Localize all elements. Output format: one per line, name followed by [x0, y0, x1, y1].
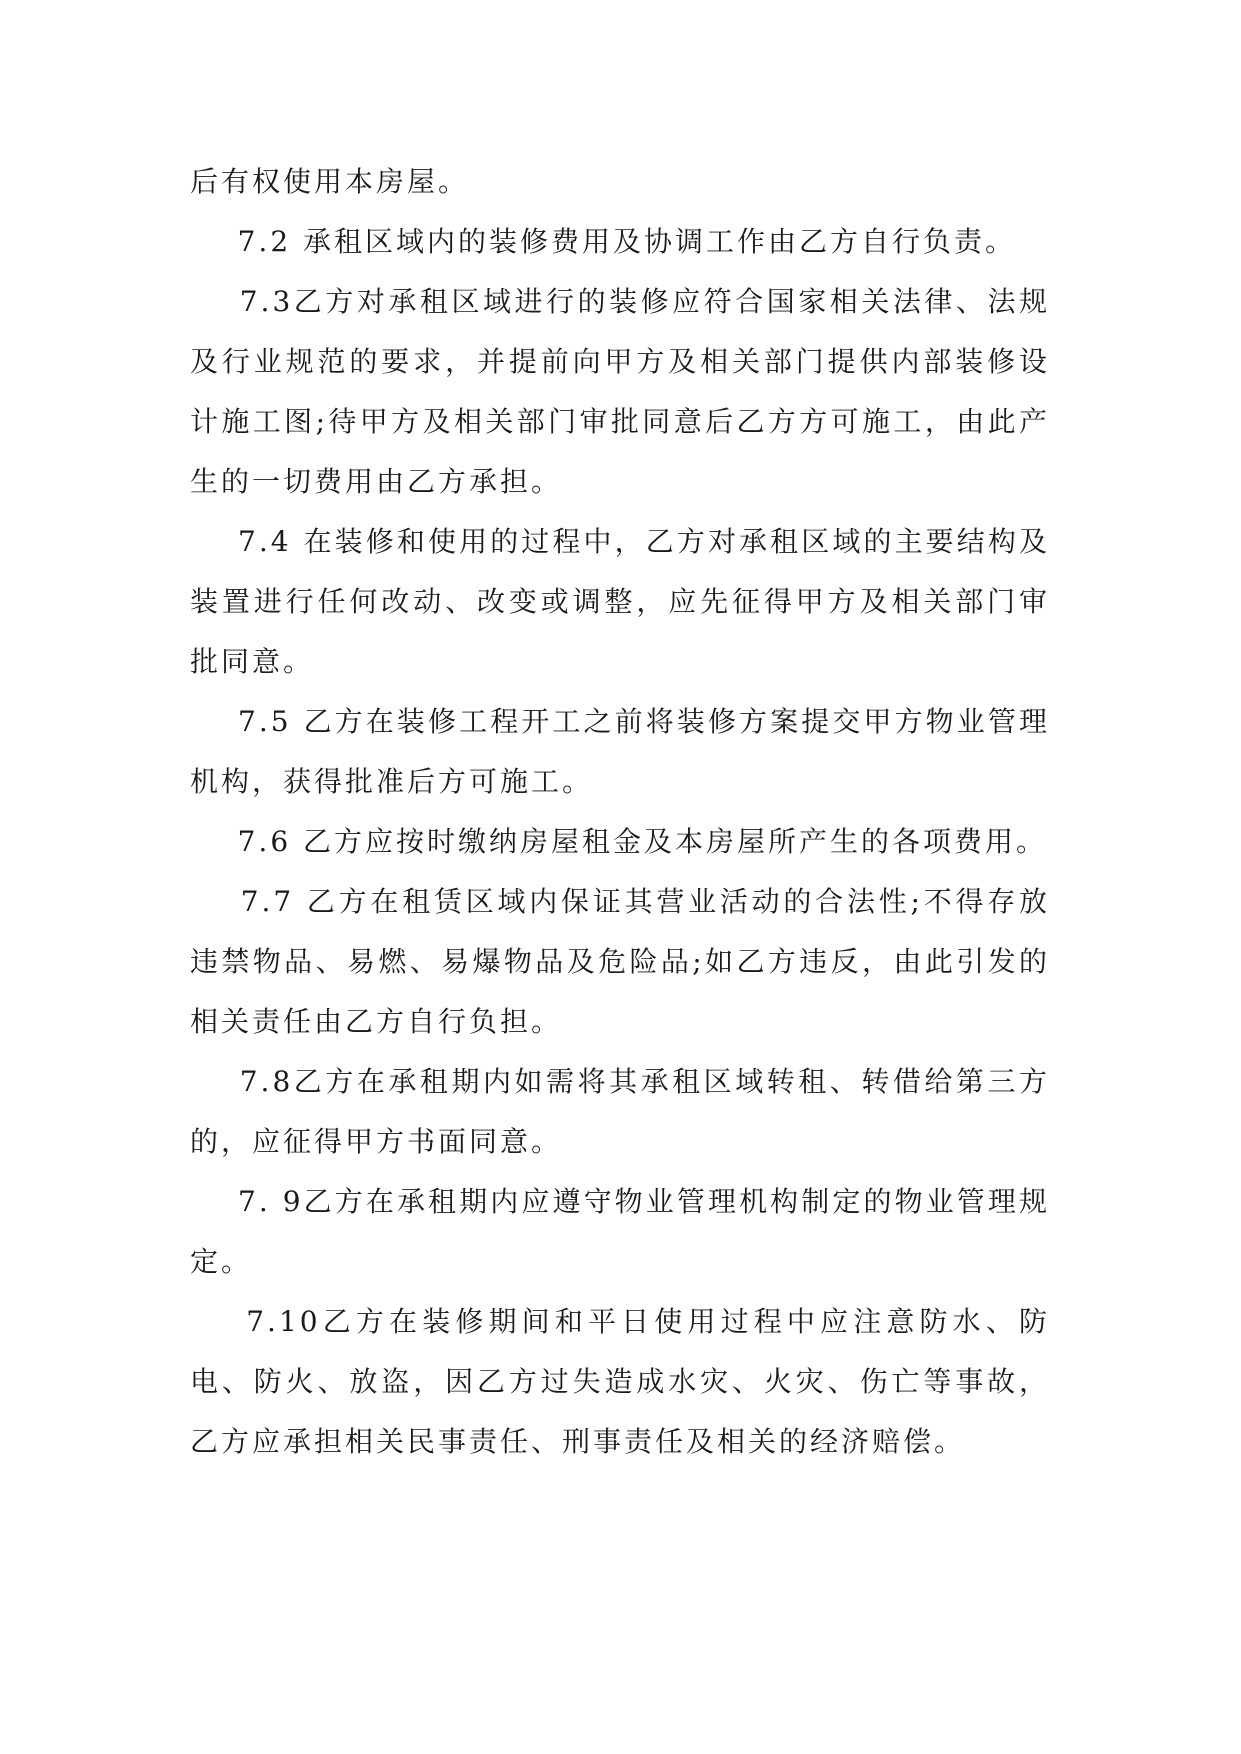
- paragraph-clause-7-8: 7.8乙方在承租期内如需将其承租区域转租、转借给第三方的，应征得甲方书面同意。: [190, 1065, 1050, 1158]
- paragraph-clause-7-3: 7.3乙方对承租区域进行的装修应符合国家相关法律、法规及行业规范的要求，并提前向甲方及相关部门提供内部装修设计施工图;待甲方及相关部门审批同意后乙方方可施工，由此产生的一切费用由乙方承担。: [190, 285, 1050, 498]
- paragraph-clause-7-10: 7.10乙方在装修期间和平日使用过程中应注意防水、防电、防火、放盗，因乙方过失造成水灾、火灾、伤亡等事故，乙方应承担相关民事责任、刑事责任及相关的经济赔偿。: [190, 1305, 1050, 1458]
- paragraph-clause-7-9: 7. 9乙方在承租期内应遵守物业管理机构制定的物业管理规定。: [190, 1185, 1050, 1278]
- paragraph-continuation: 后有权使用本房屋。: [190, 165, 470, 198]
- paragraph-clause-7-2: 7.2 承租区域内的装修费用及协调工作由乙方自行负责。: [190, 225, 1017, 258]
- paragraph-clause-7-7: 7.7 乙方在租赁区域内保证其营业活动的合法性;不得存放违禁物品、易燃、易爆物品及危险品;如乙方违反，由此引发的相关责任由乙方自行负担。: [190, 885, 1050, 1038]
- document-body: [190, 152, 1050, 1472]
- paragraph-clause-7-6: 7.6 乙方应按时缴纳房屋租金及本房屋所产生的各项费用。: [190, 825, 1048, 858]
- paragraph-clause-7-4: 7.4 在装修和使用的过程中，乙方对承租区域的主要结构及装置进行任何改动、改变或调整，应先征得甲方及相关部门审批同意。: [190, 525, 1050, 678]
- paragraph-clause-7-5: 7.5 乙方在装修工程开工之前将装修方案提交甲方物业管理机构，获得批准后方可施工。: [190, 705, 1050, 798]
